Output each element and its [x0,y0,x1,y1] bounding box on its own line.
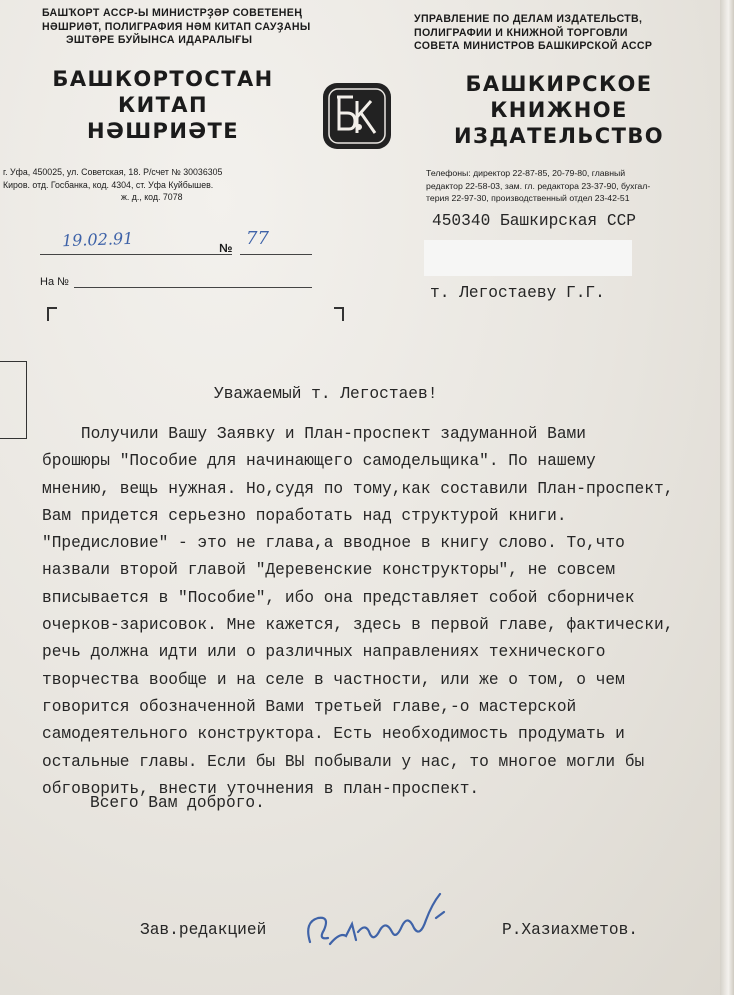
signature-handwritten [300,882,460,962]
body-line: Получили Вашу Заявку и План-проспект задуманной Вами [42,425,586,443]
letter-body [42,421,732,803]
letterhead-right-ministry [414,13,714,54]
number-label: № [219,241,233,255]
recipient-name: т. Легостаеву Г.Г. [430,284,605,302]
address-line: ж. д., код. 7078 [121,192,183,202]
right-title-line: БАШКИРСКОЕ [465,72,653,96]
body-line: Вам придется серьезно поработать над структурой книги. [42,506,567,525]
letterhead-left-ministry [42,7,342,48]
letterhead-right-title [434,71,684,149]
redacted-area [424,240,632,276]
signature-title: Зав.редакцией [140,921,267,939]
margin-box [0,361,27,439]
reply-to-label: На № [40,276,69,288]
letterhead-left-line: ЭШТӘРЕ БУЙЫНСА ИДАРАЛЫҒЫ [66,34,253,46]
letterhead-left-title [28,66,298,144]
left-title-line: НӘШРИӘТЕ [86,119,240,143]
left-title-line: БАШКОРТОСТАН [52,67,274,91]
body-line: вписывается в "Пособие", ибо она представляет собой сборничек [42,588,635,607]
letterhead-right-phones [426,167,726,205]
letterhead-left-line: НӘШРИӘТ, ПОЛИГРАФИЯ НӘМ КИТАП САУҘАНЫ [42,20,311,33]
letter-number: 77 [246,228,269,249]
body-line: речь должна идти или о различных направлениях технического [42,643,606,662]
right-title-line: КНИЖНОЕ [490,98,628,122]
body-line: остальные главы. Если бы ВЫ побывали у нас, то многое могли бы [42,752,645,771]
letterhead-left-address [3,166,323,204]
letterhead-left-line: БАШҠОРТ АССР-Ы МИНИСТРҘӘР СОВЕТЕНЕҢ [42,7,303,19]
body-line: очерков-зарисовок. Мне кажется, здесь в первой главе, фактически, [42,616,674,635]
letter-date: 19.02.91 [61,228,134,251]
address-corner-left [47,307,57,321]
address-line: г. Уфа, 450025, ул. Советская, 18. Р/счет № 30036305 [3,167,223,177]
body-line: говорится обозначенной Вами третьей главе,-о мастерской [42,697,577,716]
phones-line: терия 22-97-30, производственный отдел 23-42-51 [426,193,630,203]
body-line: "Предисловие" - это не глава,а вводное в книгу слово. То,что [42,534,625,553]
number-line [240,254,312,255]
closing: Всего Вам доброго. [90,794,265,812]
reply-to-line [74,287,312,288]
body-line: брошюры "Пособие для начинающего самодельщика". По нашему [42,452,596,471]
right-title-line: ИЗДАТЕЛЬСТВО [454,124,664,148]
publisher-logo-icon [323,83,391,149]
recipient-region: 450340 Башкирская ССР [432,212,636,230]
body-line: мнению, вещь нужная. Но,судя по тому,как составили План-проспект, [42,479,674,498]
body-line: назвали второй главой "Деревенские конструкторы", не совсем [42,561,616,580]
body-line: творчества вообще и на селе в частности, или же о том, о чем [42,670,625,689]
signature-name: Р.Хазиахметов. [502,921,638,939]
left-title-line: КИТАП [118,93,208,117]
address-corner-right [334,307,344,321]
letterhead-right-line: УПРАВЛЕНИЕ ПО ДЕЛАМ ИЗДАТЕЛЬСТВ, [414,13,643,25]
letterhead-right-line: ПОЛИГРАФИИ И КНИЖНОЙ ТОРГОВЛИ [414,26,628,39]
phones-line: Телефоны: директор 22-87-85, 20-79-80, главный [426,168,626,178]
address-line: Киров. отд. Госбанка, код. 4304, ст. Уфа Куйбышев. [3,179,214,190]
salutation: Уважаемый т. Легостаев! [214,385,438,403]
phones-line: редактор 22-58-03, зам. гл. редактора 23-37-90, бухгал- [426,180,651,191]
body-line: самодеятельного конструктора. Есть необходимость продумать и [42,725,625,744]
body-line: обговорить, внести уточнения в план-проспект. [42,779,480,798]
letterhead-right-line: СОВЕТА МИНИСТРОВ БАШКИРСКОЙ АССР [414,40,653,52]
date-line [40,254,232,255]
